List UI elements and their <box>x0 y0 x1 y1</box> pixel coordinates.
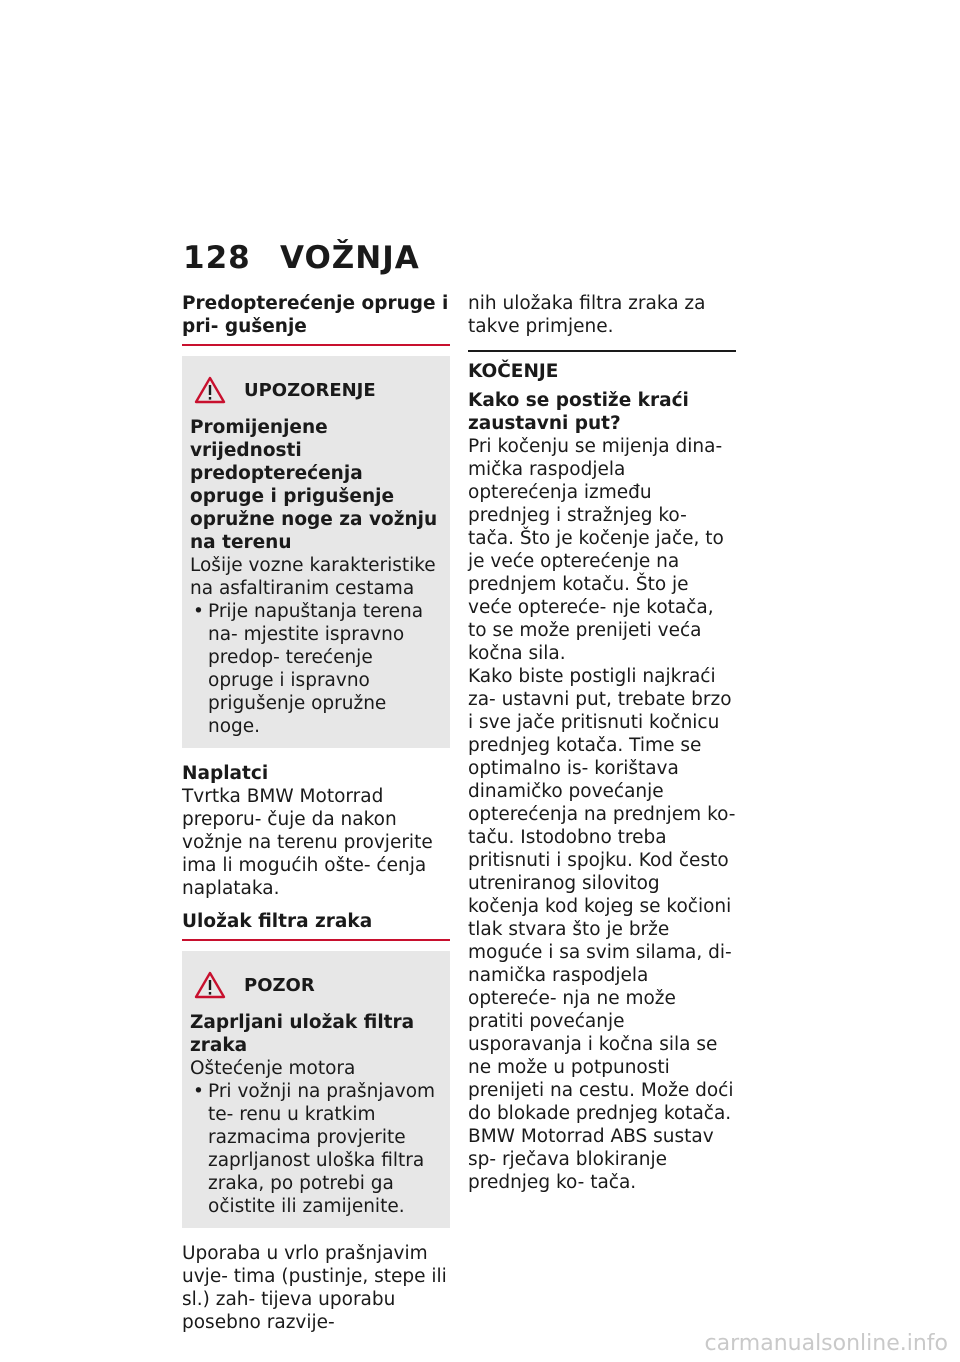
warning-label: UPOZORENJE <box>244 379 376 401</box>
warning-header <box>190 971 442 999</box>
warning-title: Zaprljani uložak filtra zraka <box>190 1012 415 1056</box>
air-filter-text-continued: nih uložaka filtra zraka za takve primjene. <box>468 293 706 337</box>
right-column <box>468 292 736 1194</box>
warning-triangle-icon <box>194 376 226 404</box>
page-header <box>183 240 420 276</box>
section-title-spring-preload: Predopterećenje opruge i pri- gušenje <box>182 292 450 346</box>
warning-consequence: Lošije vozne karakteristike na asfaltiranim cestama <box>190 555 436 599</box>
warning-header <box>190 376 442 404</box>
page-number: 128 <box>183 240 251 276</box>
warning-box-air-filter <box>182 951 450 1228</box>
subsection-title-stopping-distance: Kako se postiže kraći zaustavni put? <box>468 390 689 434</box>
section-title-rims: Naplatci <box>182 763 269 784</box>
air-filter-text: Uporaba u vrlo prašnjavim uvje- tima (pustinje, stepe ili sl.) zah- tijeva uporabu posebno razvije- <box>182 1243 447 1333</box>
braking-paragraph-3: BMW Motorrad ABS sustav sp- rječava blokiranje prednjeg ko- tača. <box>468 1126 714 1193</box>
warning-consequence: Oštećenje motora <box>190 1058 356 1079</box>
section-title-air-filter: Uložak filtra zraka <box>182 910 450 941</box>
warning-title: Promijenjene vrijednosti predopterećenja opruge i prigušenje opružne noge za vožnju na terenu <box>190 417 438 553</box>
warning-instruction: • Prije napuštanja terena na- mjestite ispravno predop- terećenje opruge i ispravno prigušenje opružne noge. <box>190 600 442 738</box>
left-column <box>182 292 450 1334</box>
warning-instruction: • Pri vožnji na prašnjavom te- renu u kratkim razmacima provjerite zaprljanost uloška filtra zraka, po potrebi ga očistite ili zamijenite. <box>190 1080 442 1218</box>
warning-box-terrain-settings <box>182 356 450 748</box>
braking-paragraph-1: Pri kočenju se mijenja dina- mička raspodjela opterećenja između prednjeg i stražnjeg ko- tača. Što je kočenje jače, to je veće opterećenje na prednjem kotaču. Što je veće optereće- nje kotača, to se može prenijeti veća kočna sila. <box>468 436 724 664</box>
chapter-title-braking: KOČENJE <box>468 350 736 383</box>
warning-label: POZOR <box>244 974 315 996</box>
rims-text: Tvrtka BMW Motorrad preporu- čuje da nakon vožnje na terenu provjerite ima li mogućih ošte- ćenja naplataka. <box>182 786 433 899</box>
watermark: carmanualsonline.info <box>704 1331 948 1356</box>
warning-triangle-icon <box>194 971 226 999</box>
chapter-title: VOŽNJA <box>280 240 420 276</box>
braking-paragraph-2: Kako biste postigli najkraći za- ustavni put, trebate brzo i sve jače pritisnuti kočnicu prednjeg kotača. Time se optimalno is- korištava dinamičko povećanje opterećenja na prednjem ko- taču. Istodobno treba pritisnuti i spojku. Kod često utreniranog silovitog kočenja kod kojeg se kočioni tlak stvara što je brže moguće i sa svim silama, di- namička raspodjela optereće- nja ne može pratiti povećanje usporavanja i kočna sila se ne može u potpunosti prenijeti na cestu. Može doći do blokade prednjeg kotača. <box>468 666 736 1124</box>
